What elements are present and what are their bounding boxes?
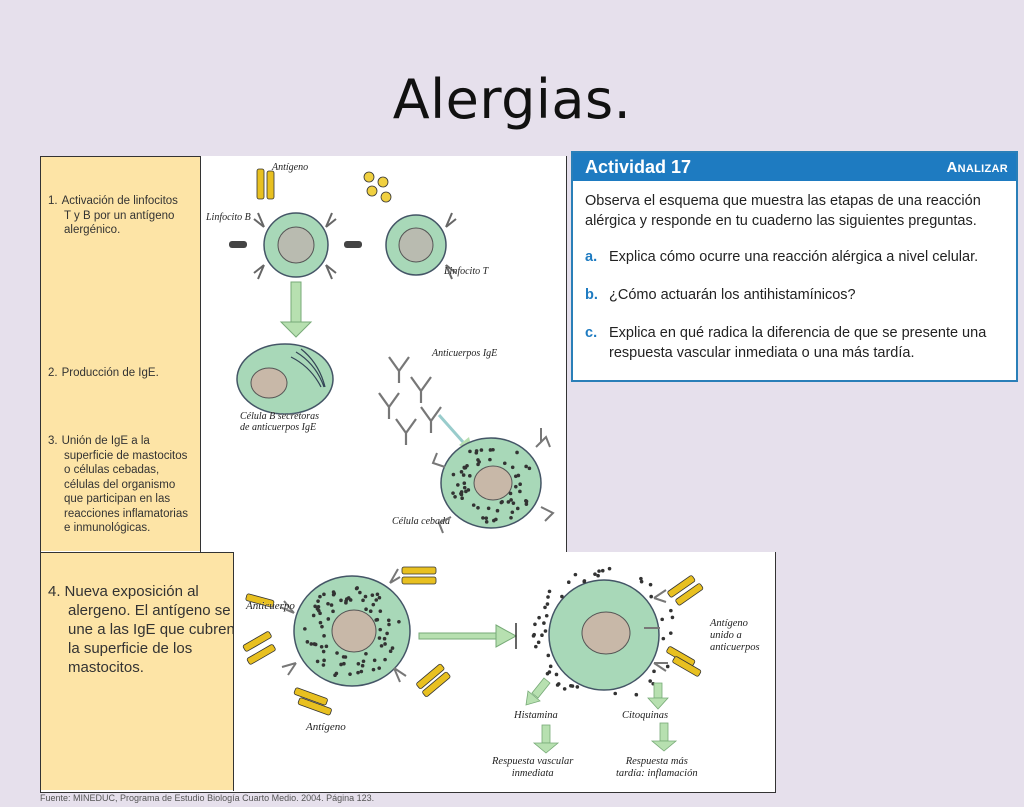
granule [468,474,472,478]
granule [339,599,343,603]
granule [639,577,643,581]
granule [379,609,383,613]
label-antigeno-bottom: Antígeno [306,721,346,733]
granule [463,486,467,490]
granule [335,651,339,655]
step-1: 1. Activación de linfocitos T y B por un antígeno alergénico. [48,195,178,236]
granule [397,620,401,624]
granule [560,595,564,599]
granule [377,666,381,670]
granule [380,644,384,648]
granule [666,665,670,669]
granule [484,516,488,520]
granule [487,506,491,510]
label-citoquinas: Citoquinas [622,710,669,721]
granule [355,586,359,590]
granule [649,583,653,587]
granule [364,595,368,599]
label-antigeno-top: Antígeno [272,162,309,173]
granule [361,664,365,668]
granule [555,673,559,677]
granule [320,645,324,649]
granule [574,573,578,577]
label-histamina: Histamina [514,710,558,721]
granule [671,616,675,620]
activity-intro: Observa el esquema que muestra las etapas de una reacción alérgica y responde en tu cuaderno las siguientes preguntas. [585,193,981,229]
granule [517,474,521,478]
granule [313,604,317,608]
antigen-particles-icon [364,172,391,202]
granule [546,654,550,658]
label-linfocito-b: Linfocito B [206,212,251,223]
allergy-diagram-lower [234,553,773,790]
granule [319,621,323,625]
granule [576,685,580,689]
granule [312,614,316,618]
granule [369,609,373,613]
granule [391,646,395,650]
granule [500,500,504,504]
granule [453,495,457,499]
granule [383,658,387,662]
granule [613,692,617,696]
granule [593,572,597,576]
granule [596,574,600,578]
granule [452,473,456,477]
granule [660,618,664,622]
label-anticuerpos-ige: Anticuerpos IgE [432,348,498,359]
activity-header [573,153,1016,181]
granule [356,671,360,675]
granule [330,603,334,607]
granule [518,490,522,494]
granule [515,451,519,455]
granule [652,670,656,674]
granule [485,520,489,524]
granule [371,603,375,607]
granule [303,627,307,631]
granule [333,673,337,677]
granule [648,679,652,683]
granule [364,607,368,611]
granule [548,670,552,674]
granule [540,633,544,637]
granule [345,597,349,601]
granule [378,628,382,632]
granule [318,595,322,599]
granule [537,616,541,620]
granule [372,668,376,672]
granule [534,645,538,649]
granule [546,602,550,606]
granule [320,625,324,629]
granule [316,599,320,603]
granule [496,509,500,513]
granule [358,591,362,595]
granule [361,599,365,603]
granule [511,465,515,469]
granule [488,458,492,462]
lymphocyte-b-icon [264,213,328,277]
granule [525,502,529,506]
granule [387,619,391,623]
granule [378,636,382,640]
granule [451,491,455,495]
granule [344,655,348,659]
granule [317,609,321,613]
granule [608,567,612,571]
allergy-diagram-upper [201,157,564,551]
granule [317,605,321,609]
granule [669,631,673,635]
granule [314,643,318,647]
granule [635,693,639,697]
granule [460,496,464,500]
granule [378,596,382,600]
granule [516,507,520,511]
granule [322,663,326,667]
granule [326,602,330,606]
granule [601,569,605,573]
granule [371,593,375,597]
granule [376,592,380,596]
question-a: a. Explica cómo ocurre una reacción alérgica a nivel celular. [585,249,979,265]
granule [472,503,476,507]
granule [494,518,498,522]
granule [481,516,485,520]
mast-cell-degranulating-icon [549,580,659,690]
granule [385,632,389,636]
granule [462,473,466,477]
granule [326,617,330,621]
granule [383,637,387,641]
label-respuesta-vascular: Respuesta vascular inmediata [492,756,574,779]
granule [542,621,546,625]
granule [322,634,326,638]
granule [349,598,353,602]
granule [456,483,460,487]
granule [511,510,515,514]
granule [389,649,393,653]
granule [316,660,320,664]
granule [475,449,479,453]
granule [332,590,336,594]
granule [362,659,366,663]
granule [546,595,550,599]
granule [383,642,387,646]
granule [528,467,532,471]
granule [322,650,326,654]
granule [567,580,571,584]
granule [489,448,493,452]
granule [563,687,567,691]
granule [357,662,361,666]
source-citation: Fuente: MINEDUC, Programa de Estudio Biología Cuarto Medio. 2004. Página 123. [40,793,375,803]
label-antigeno-unido: Antígeno unido a anticuerpos [710,618,760,653]
granule [549,665,553,669]
activity-box [571,151,1018,382]
step-3: 3. Unión de IgE a la superficie de mastocitos o células cebadas, células del organismo que participan en las reacciones inflamatorias e inmunológicas. [48,435,189,534]
granule [348,672,352,676]
label-celula-b: Célula B secretoras de anticuerpos IgE [240,411,320,433]
granule [514,485,518,489]
granule [462,481,466,485]
question-c: c. Explica en qué radica la diferencia de que se presente una respuesta vascular inmediata o una más tardía. [585,325,987,361]
granule [509,516,513,520]
granule [537,641,541,645]
granule [460,490,464,494]
granule [331,610,335,614]
granule [374,598,378,602]
granule [322,593,326,597]
lymphocyte-t-icon [386,215,446,275]
ige-antibodies-icon [379,357,441,445]
activity-title: Actividad 17 [585,157,692,177]
granule [342,662,346,666]
granule [545,614,549,618]
granule [597,569,601,573]
mast-cell-left-icon [294,576,410,686]
granule [544,629,548,633]
activity-tag: Analizar [946,159,1008,176]
step-2: 2. Producción de IgE. [48,367,159,379]
granule [309,642,313,646]
granule [583,579,587,583]
label-celula-cebada: Célula cebada [392,516,451,527]
granule [518,482,522,486]
step-4: 4. Nueva exposición al alergeno. El antígeno se une a las IgE que cubren la superficie de los mastocitos. [48,583,235,676]
granule [468,450,472,454]
granule [373,658,377,662]
granule [476,458,480,462]
granule [387,623,391,627]
granule [503,461,507,465]
granule [476,506,480,510]
label-anticuerpo: Anticuerpo [246,600,295,612]
slide-title: Alergias. [392,68,632,131]
granule [507,500,511,504]
granule [571,684,575,688]
label-linfocito-t: Linfocito T [444,266,489,277]
plasma-cell-icon [237,344,333,414]
question-b: b. ¿Cómo actuarán los antihistamínicos? [585,287,856,303]
granule [467,488,471,492]
granule [532,633,536,637]
granule [669,609,673,613]
granule [364,652,368,656]
granule [480,448,484,452]
granule [662,637,666,641]
granule [524,465,528,469]
label-respuesta-tardia: Respuesta más tardía: inflamación [616,756,698,779]
granule [533,623,537,627]
granule [543,606,547,610]
granule [460,470,464,474]
granule [512,501,516,505]
granule [548,590,552,594]
granule [556,683,560,687]
granule [376,618,380,622]
antigen-icon [257,169,274,199]
granule [640,580,644,584]
granule [649,595,653,599]
granule [325,645,329,649]
granule [322,659,326,663]
granule [462,466,466,470]
granule [306,640,310,644]
granule [509,492,513,496]
granule [360,670,364,674]
